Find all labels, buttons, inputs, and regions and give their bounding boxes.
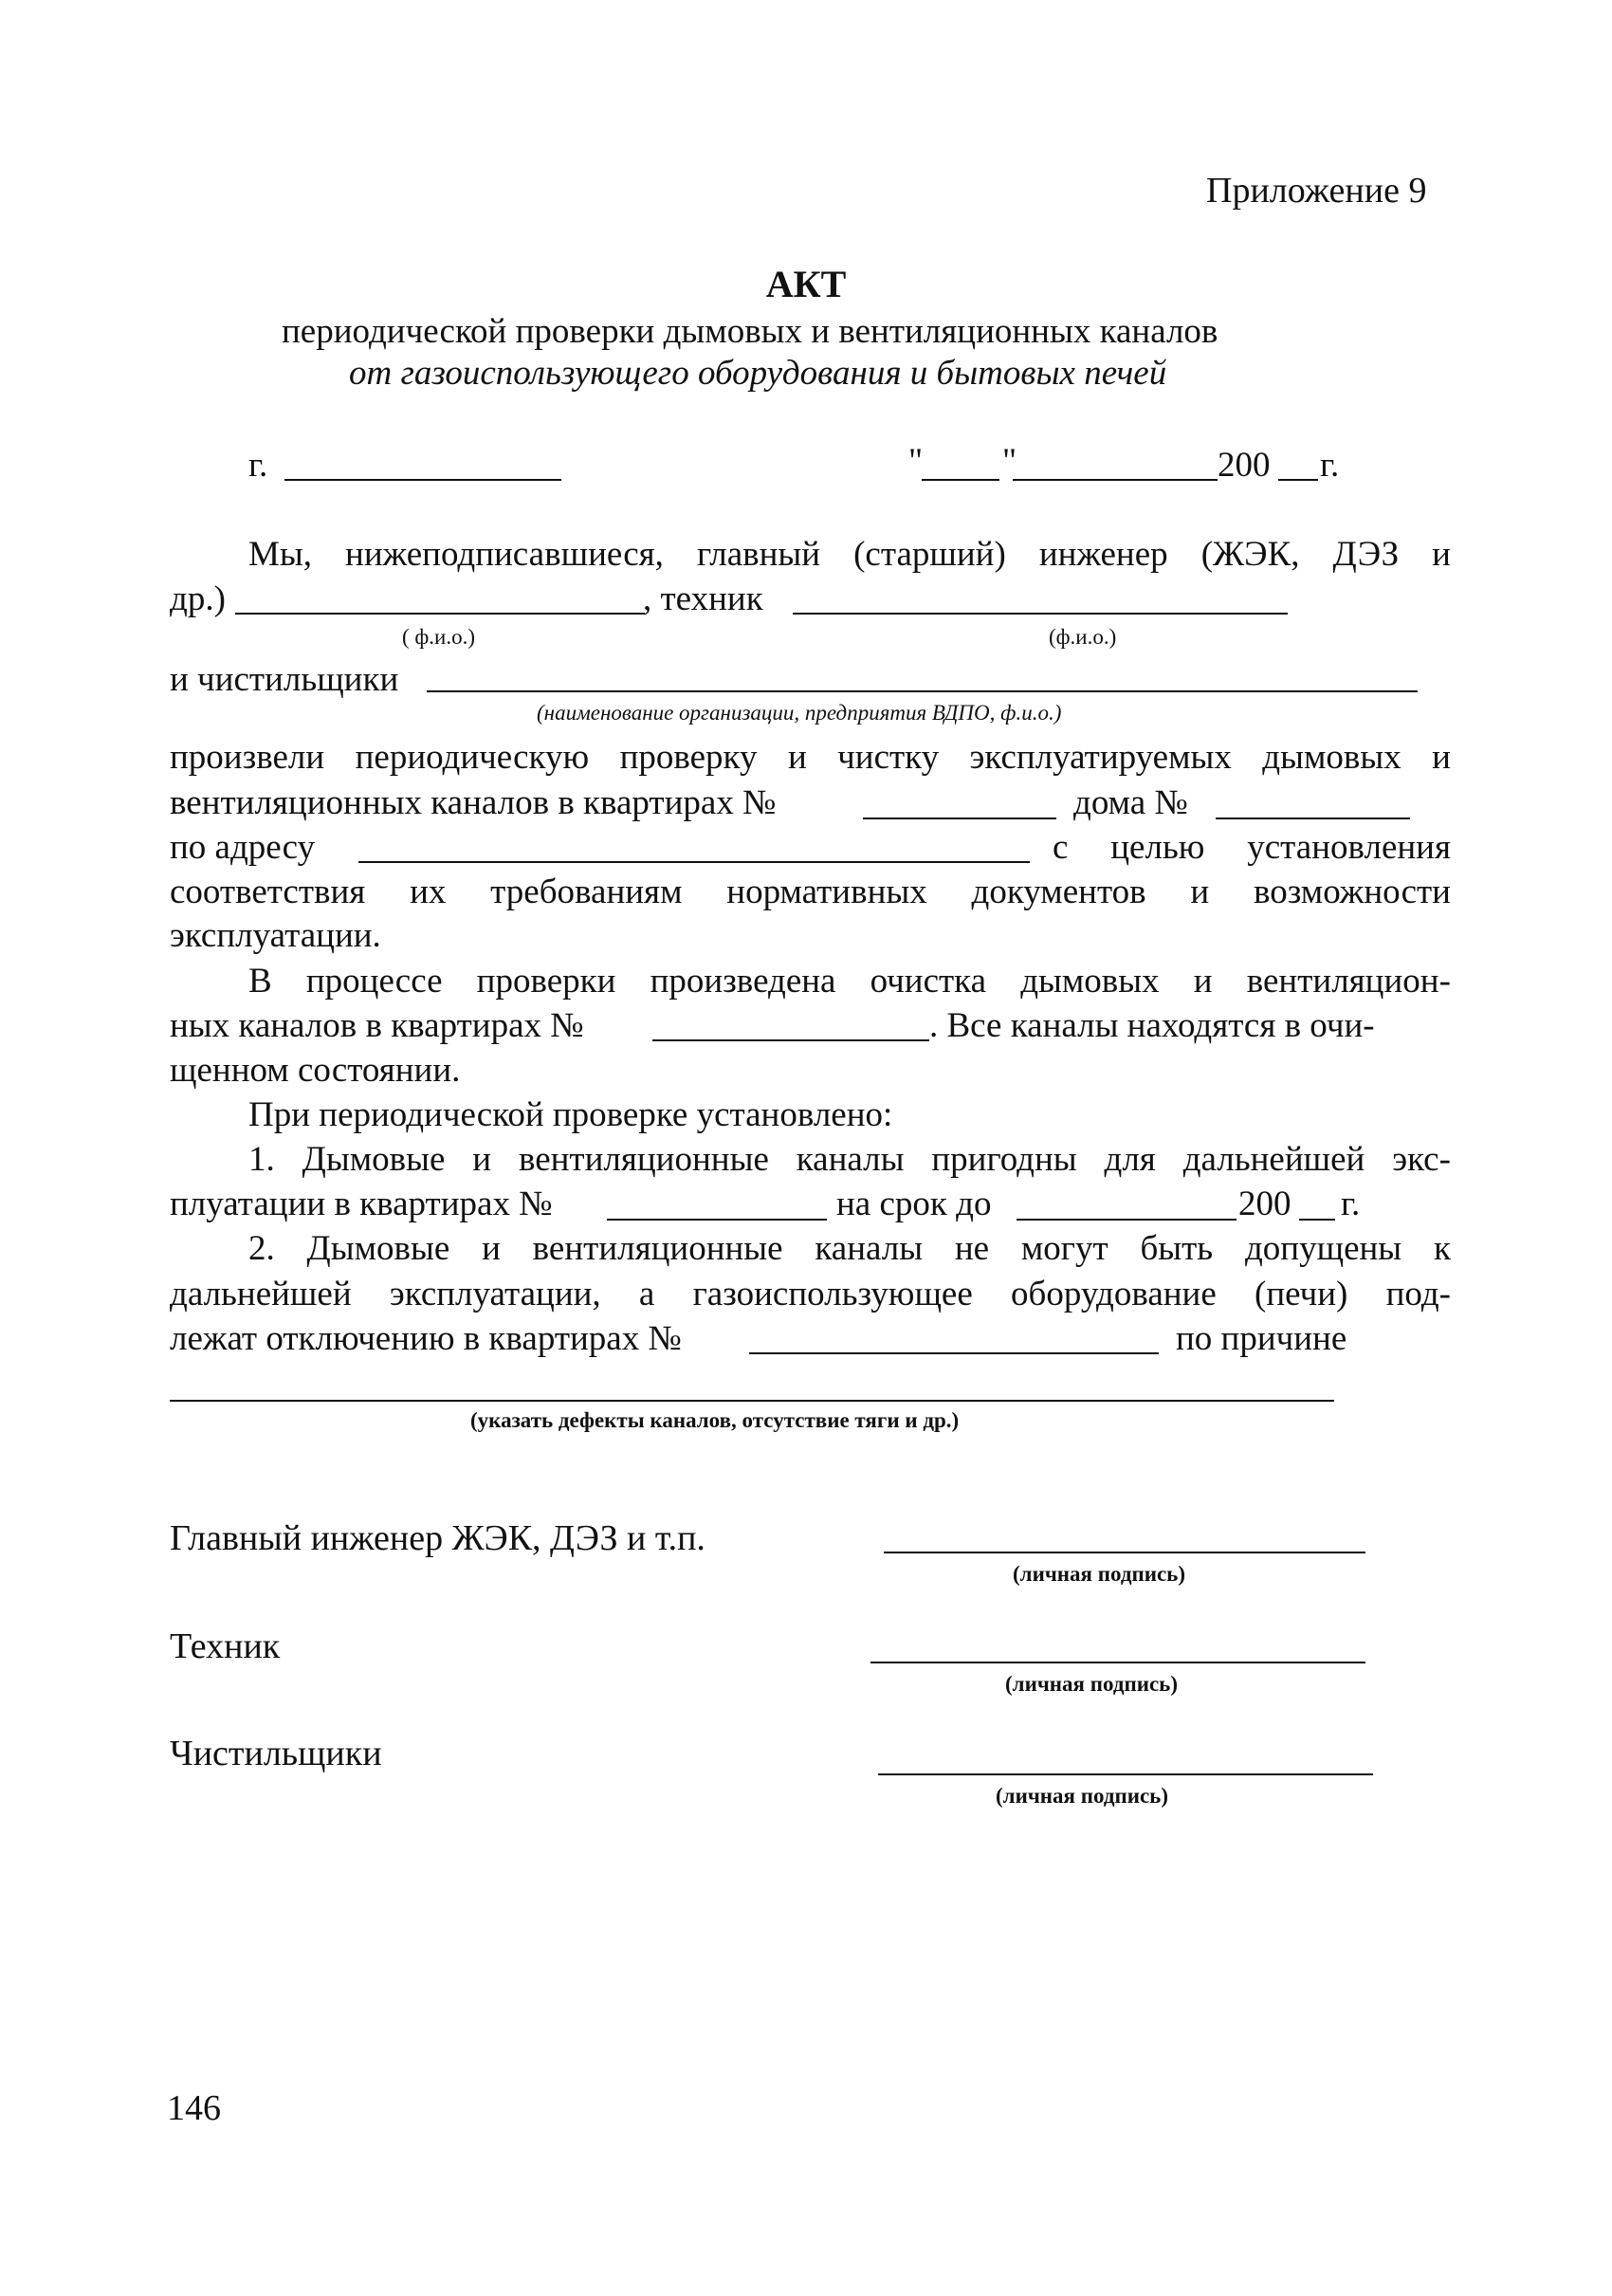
para1-line-6-b: с целью установления	[1053, 828, 1451, 867]
address-field[interactable]	[358, 861, 1030, 863]
para1-line-2-mid: , техник	[643, 579, 763, 618]
month-field[interactable]	[1013, 479, 1218, 481]
para1-line-4: произвели периодическую проверку и чистку эксплуатируемых дымовых и	[170, 738, 1451, 777]
valid-until-field[interactable]	[1017, 1219, 1236, 1221]
item1-year-prefix: 200	[1238, 1185, 1291, 1223]
item2-line-3-b: по причине	[1176, 1319, 1347, 1358]
city-field[interactable]	[284, 479, 561, 481]
para2-line-3: щенном состоянии.	[170, 1051, 461, 1090]
org-caption: (наименование организации, предприятия ВДПО, ф.и.о.)	[537, 701, 1062, 725]
para1-line-2-start: др.)	[170, 579, 226, 618]
cleaners-field[interactable]	[427, 690, 1418, 692]
signature-field-engineer[interactable]	[884, 1552, 1365, 1553]
house-number-field[interactable]	[1216, 817, 1410, 819]
signature-role-cleaners: Чистильщики	[170, 1734, 382, 1773]
year-field[interactable]	[1278, 479, 1318, 481]
appendix-label: Приложение 9	[1206, 171, 1427, 211]
signature-field-technician[interactable]	[870, 1662, 1365, 1663]
day-field[interactable]	[922, 479, 999, 481]
item1-line-2-b: на срок до	[836, 1185, 992, 1223]
defects-field[interactable]	[170, 1400, 1334, 1402]
valid-until-year-field[interactable]	[1299, 1219, 1335, 1221]
signature-role-technician: Техник	[170, 1626, 281, 1666]
signature-field-cleaners[interactable]	[878, 1773, 1373, 1775]
para1-line-5-a: вентиляционных каналов в квартирах №	[170, 783, 777, 822]
cleaned-apartments-field[interactable]	[652, 1039, 929, 1041]
title-line-1: периодической проверки дымовых и вентиляционных каналов	[282, 312, 1218, 351]
document-title: АКТ	[765, 263, 847, 305]
item1-year-suffix: г.	[1341, 1185, 1361, 1223]
apartments-field[interactable]	[863, 817, 1056, 819]
disconnected-apartments-field[interactable]	[749, 1352, 1159, 1354]
item2-line-1: 2. Дымовые и вентиляционные каналы не могут быть допущены к	[248, 1229, 1451, 1268]
signature-caption-technician: (личная подпись)	[1005, 1672, 1178, 1696]
item1-line-1: 1. Дымовые и вентиляционные каналы пригодны для дальнейшей экс-	[248, 1140, 1451, 1179]
title-line-2: от газоиспользующего оборудования и бытовых печей	[349, 354, 1167, 393]
technician-name-field[interactable]	[793, 613, 1288, 615]
para1-line-1: Мы, нижеподписавшиеся, главный (старший) инженер (ЖЭК, ДЭЗ и	[248, 535, 1451, 574]
para1-line-3-start: и чистильщики	[170, 660, 399, 699]
para3-line-1: При периодической проверке установлено:	[248, 1095, 893, 1134]
year-prefix: 200	[1218, 446, 1271, 485]
signature-caption-engineer: (личная подпись)	[1013, 1562, 1185, 1586]
defects-caption: (указать дефекты каналов, отсутствие тяги и др.)	[470, 1408, 960, 1432]
engineer-name-field[interactable]	[235, 613, 645, 615]
day-quote-close: "	[1002, 442, 1017, 481]
page-number: 146	[167, 2088, 221, 2128]
para1-line-6-a: по адресу	[170, 828, 316, 867]
para1-line-5-b: дома №	[1073, 783, 1188, 822]
signature-caption-cleaners: (личная подпись)	[996, 1784, 1168, 1808]
signature-role-engineer: Главный инженер ЖЭК, ДЭЗ и т.п.	[170, 1518, 705, 1558]
item1-line-2-a: плуатации в квартирах №	[170, 1185, 553, 1223]
year-suffix: г.	[1320, 446, 1340, 485]
suitable-apartments-field[interactable]	[607, 1219, 827, 1221]
item2-line-3-a: лежат отключению в квартирах №	[170, 1319, 682, 1358]
fio-caption-2: (ф.и.о.)	[1049, 625, 1117, 649]
para2-line-2-a: ных каналов в квартирах №	[170, 1006, 584, 1045]
para1-line-7: соответствия их требованиям нормативных документов и возможности	[170, 872, 1451, 911]
para2-line-1: В процессе проверки произведена очистка дымовых и вентиляцион-	[248, 962, 1451, 1001]
para1-line-8: эксплуатации.	[170, 916, 381, 955]
item2-line-2: дальнейшей эксплуатации, а газоиспользующее оборудование (печи) под-	[170, 1275, 1451, 1313]
city-prefix: г.	[248, 446, 268, 485]
para2-line-2-b: . Все каналы находятся в очи-	[929, 1006, 1375, 1045]
fio-caption-1: ( ф.и.о.)	[402, 625, 476, 649]
day-quote-open: "	[908, 442, 924, 481]
